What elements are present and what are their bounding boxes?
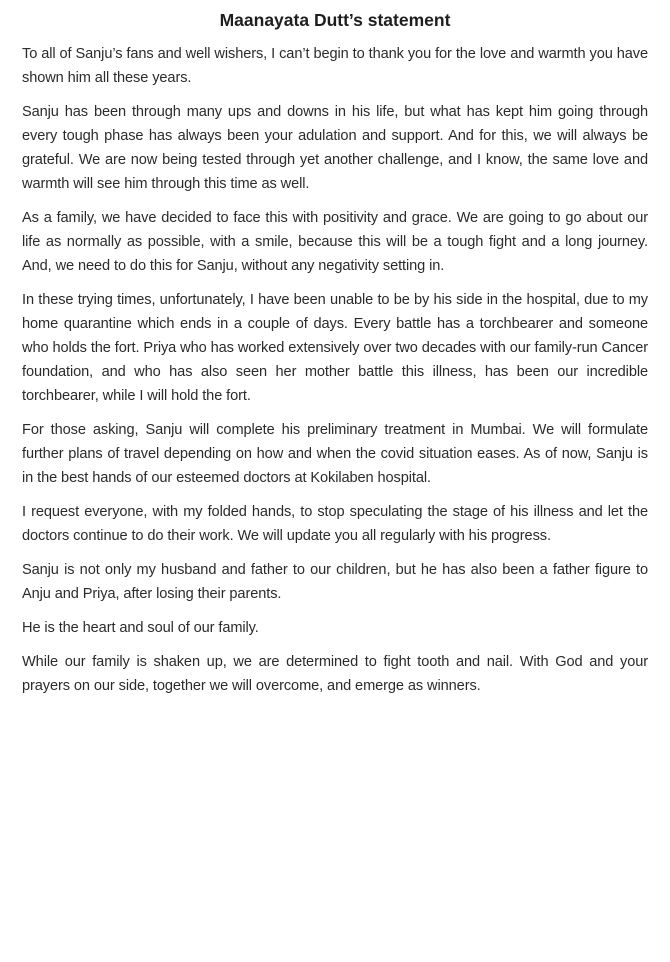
paragraph-heart-and-soul: He is the heart and soul of our family. [22, 620, 259, 636]
document-title: Maanayata Dutt’s statement [219, 10, 451, 30]
paragraph-torchbearer: In these trying times, unfortunately, I have been unable to be by his side in the hospital, due to my home quarantine which ends in a couple of days. Every battle has a torchbearer and someone who holds the fort. Priya who has worked extensively over two decades with our family-run Cancer foundation, and who has also seen her mother battle this illness, has been our incredible torchbearer, while I will hold the fort. [22, 292, 648, 404]
paragraph-father-figure: Sanju is not only my husband and father to our children, but he has also been a father figure to Anju and Priya, after losing their parents. [22, 562, 648, 602]
paragraph-treatment: For those asking, Sanju will complete his preliminary treatment in Mumbai. We will formulate further plans of travel depending on how and when the covid situation eases. As of now, Sanju is in the best hands of our esteemed doctors at Kokilaben hospital. [22, 422, 648, 486]
paragraph-family-positivity: As a family, we have decided to face this with positivity and grace. We are going to go about our life as normally as possible, with a smile, because this will be a tough fight and a long journey. And, we need to do this for Sanju, without any negativity setting in. [22, 210, 648, 274]
paragraph-thanks: To all of Sanju’s fans and well wishers, I can’t begin to thank you for the love and warmth you have shown him all these years. [22, 46, 648, 86]
paragraph-support: Sanju has been through many ups and downs in his life, but what has kept him going through every tough phase has always been your adulation and support. And for this, we will always be grateful. We are now being tested through yet another challenge, and I know, the same love and warmth will see him through this time as well. [22, 104, 648, 192]
paragraph-closing: While our family is shaken up, we are determined to fight tooth and nail. With God and your prayers on our side, together we will overcome, and emerge as winners. [22, 654, 648, 694]
paragraph-request: I request everyone, with my folded hands, to stop speculating the stage of his illness and let the doctors continue to do their work. We will update you all regularly with his progress. [22, 504, 648, 544]
